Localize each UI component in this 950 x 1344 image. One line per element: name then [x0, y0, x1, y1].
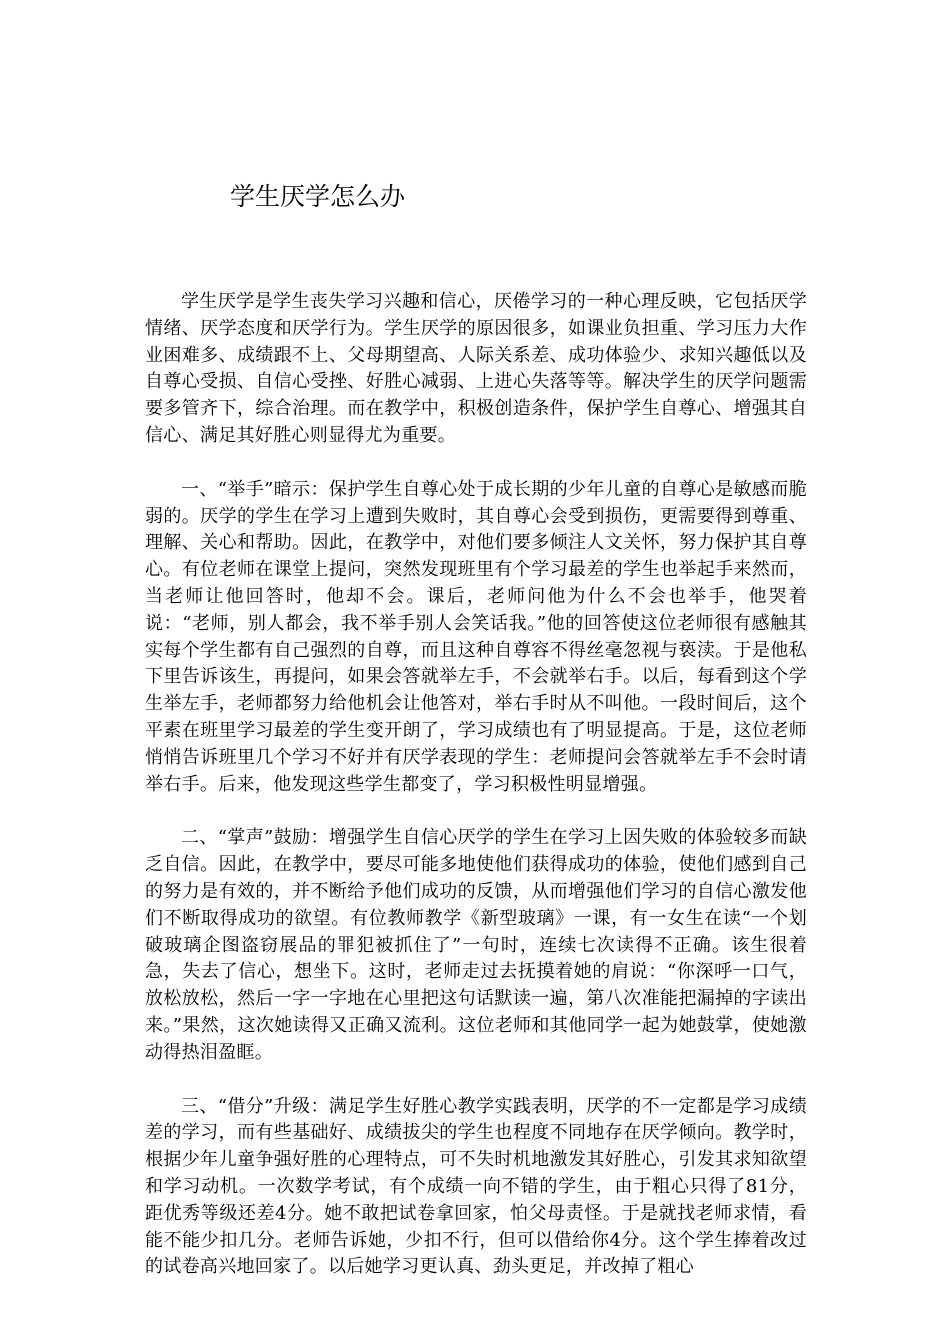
intro-paragraph: 学生厌学是学生丧失学习兴趣和信心，厌倦学习的一种心理反映，它包括厌学情绪、厌学态度和厌学行为。学生厌学的原因很多，如课业负担重、学习压力大作业困难多、成绩跟不上、父母期望高、人际关系差、成功体验少、求知兴趣低以及自尊心受损、自信心受挫、好胜心减弱、上进心失落等等。解决学生的厌学问题需要多管齐下，综合治理。而在教学中，积极创造条件，保护学生自尊心、增强其自信心、满足其好胜心则显得尤为重要。 [145, 291, 807, 446]
section-three-paragraph: 三、“借分”升级：满足学生好胜心教学实践表明，厌学的不一定都是学习成绩差的学习，而有些基础好、成绩拔尖的学生也程度不同地存在厌学倾向。教学时，根据少年儿童争强好胜的心理特点，可不失时机地激发其好胜心，引发其求知欲望和学习动机。一次数学考试，有个成绩一向不错的学生，由于粗心只得了81分，距优秀等级还差4分。她不敢把试卷拿回家，怕父母责怪。于是就找老师求情，看能不能少扣几分。老师告诉她，少扣不行，但可以借给你4分。这个学生捧着改过的试卷高兴地回家了。以后她学习更认真、劲头更足，并改掉了粗心 [145, 1095, 807, 1278]
section-two-paragraph: 二、“掌声”鼓励：增强学生自信心厌学的学生在学习上因失败的体验较多而缺乏自信。因此，在教学中，要尽可能多地使他们获得成功的体验，使他们感到自己的努力是有效的，并不断给予他们成功的反馈，从而增强他们学习的自信心激发他们不断取得成功的欲望。有位教师教学《新型玻璃》一课，有一女生在读“一个划破玻璃企图盗窃展品的罪犯被抓住了”一句时，连续七次读得不正确。该生很着急，失去了信心，想坐下。这时，老师走过去抚摸着她的肩说：“你深呼一口气，放松放松，然后一字一字地在心里把这句话默读一遍，第八次准能把漏掉的字读出来。”果然，这次她读得又正确又流利。这位老师和其他同学一起为她鼓掌，使她激动得热泪盈眶。 [145, 827, 807, 1063]
document-body [145, 289, 807, 1308]
document-title: 学生厌学怎么办 [230, 182, 406, 211]
section-one-paragraph: 一、“举手”暗示：保护学生自尊心处于成长期的少年儿童的自尊心是敏感而脆弱的。厌学的学生在学习上遭到失败时，其自尊心会受到损伤，更需要得到尊重、理解、关心和帮助。因此，在教学中，对他们要多倾注人文关怀，努力保护其自尊心。有位老师在课堂上提问，突然发现班里有个学习最差的学生也举起手来然而，当老师让他回答时，他却不会。课后，老师问他为什么不会也举手，他哭着说：“老师，别人都会，我不举手别人会笑话我。”他的回答使这位老师很有感触其实每个学生都有自己强烈的自尊，而且这种自尊容不得丝毫忽视与亵渎。于是他私下里告诉该生，再提问，如果会答就举左手，不会就举右手。以后，每看到这个学生举左手，老师都努力给他机会让他答对，举右手时从不叫他。一段时间后，这个平素在班里学习最差的学生变开朗了，学习成绩也有了明显提高。于是，这位老师悄悄告诉班里几个学习不好并有厌学表现的学生：老师提问会答就举左手不会时请举右手。后来，他发现这些学生都变了，学习积极性明显增强。 [145, 478, 807, 795]
